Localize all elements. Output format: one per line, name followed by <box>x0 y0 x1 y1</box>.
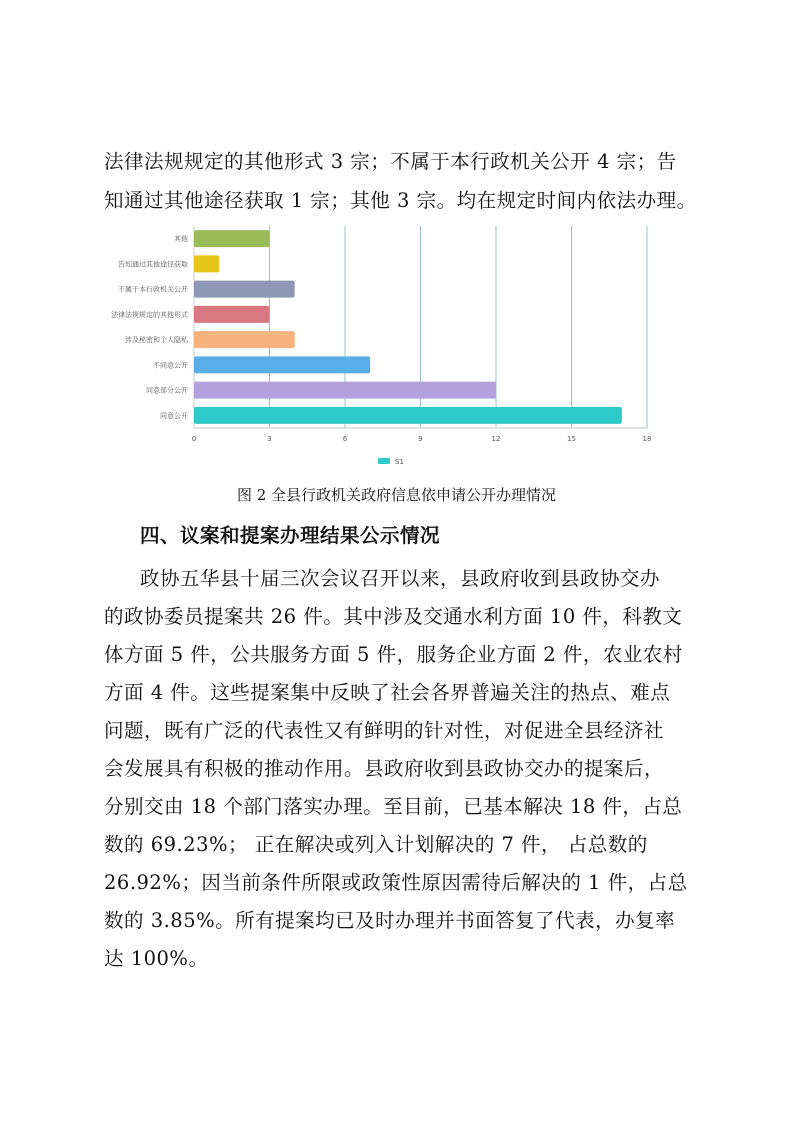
x-tick-label: 0 <box>191 435 197 443</box>
figure-caption: 图 2 全县行政机关政府信息依申请公开办理情况 <box>236 486 557 504</box>
body-line: 数的 3.85%。所有提案均已及时办理并书面答复了代表，办复率 <box>104 909 676 932</box>
category-label: 涉及秘密和个人隐私 <box>125 336 188 345</box>
bar <box>194 281 295 298</box>
bar <box>194 356 370 373</box>
bar-chart <box>110 222 670 472</box>
category-label: 同意部分公开 <box>146 386 188 395</box>
bar <box>194 306 270 323</box>
bar <box>194 382 496 399</box>
body-line: 政协五华县十届三次会议召开以来，县政府收到县政协交办 <box>140 567 661 590</box>
category-label: 同意公开 <box>160 411 188 420</box>
body-line: 26.92%；因当前条件所限或政策性原因需待后解决的 1 件，占总 <box>104 871 688 894</box>
body-line: 会发展具有积极的推动作用。县政府收到县政协交办的提案后， <box>104 757 665 780</box>
body-line: 分别交由 18 个部门落实办理。至目前，已基本解决 18 件，占总 <box>104 795 683 818</box>
paragraph-line-1: 法律法规规定的其他形式 3 宗；不属于本行政机关公开 4 宗；告 <box>104 150 677 173</box>
x-tick-label: 6 <box>342 435 348 443</box>
bar <box>194 255 219 272</box>
category-label: 不同意公开 <box>153 361 188 370</box>
body-line: 的政协委员提案共 26 件。其中涉及交通水利方面 10 件，科教文 <box>104 605 683 628</box>
body-line: 达 100%。 <box>104 947 209 970</box>
bar <box>194 230 270 247</box>
body-line: 问题，既有广泛的代表性又有鲜明的针对性，对促进全县经济社 <box>104 719 665 742</box>
bar <box>194 331 295 348</box>
x-tick-label: 18 <box>642 435 652 443</box>
category-label: 不属于本行政机关公开 <box>118 285 188 294</box>
x-tick-label: 12 <box>491 435 501 443</box>
x-tick-label: 3 <box>267 435 272 443</box>
x-tick-label: 9 <box>418 435 423 443</box>
x-tick-label: 15 <box>567 435 576 443</box>
category-label: 其他 <box>174 235 188 244</box>
category-label: 法律法规规定的其他形式 <box>111 310 188 319</box>
body-line: 方面 4 件。这些提案集中反映了社会各界普遍关注的热点、难点 <box>104 681 671 704</box>
legend-swatch <box>378 458 390 464</box>
section-heading: 四、议案和提案办理结果公示情况 <box>140 524 441 547</box>
body-line: 体方面 5 件，公共服务方面 5 件，服务企业方面 2 件，农业农村 <box>104 643 683 666</box>
paragraph-line-2: 知通过其他途径获取 1 宗；其他 3 宗。均在规定时间内依法办理。 <box>104 189 697 212</box>
legend-label: S1 <box>395 458 404 466</box>
category-label: 告知通过其他途径获取 <box>118 260 188 269</box>
bar <box>194 407 622 424</box>
body-line: 数的 69.23%； 正在解决或列入计划解决的 7 件， 占总数的 <box>104 833 648 856</box>
